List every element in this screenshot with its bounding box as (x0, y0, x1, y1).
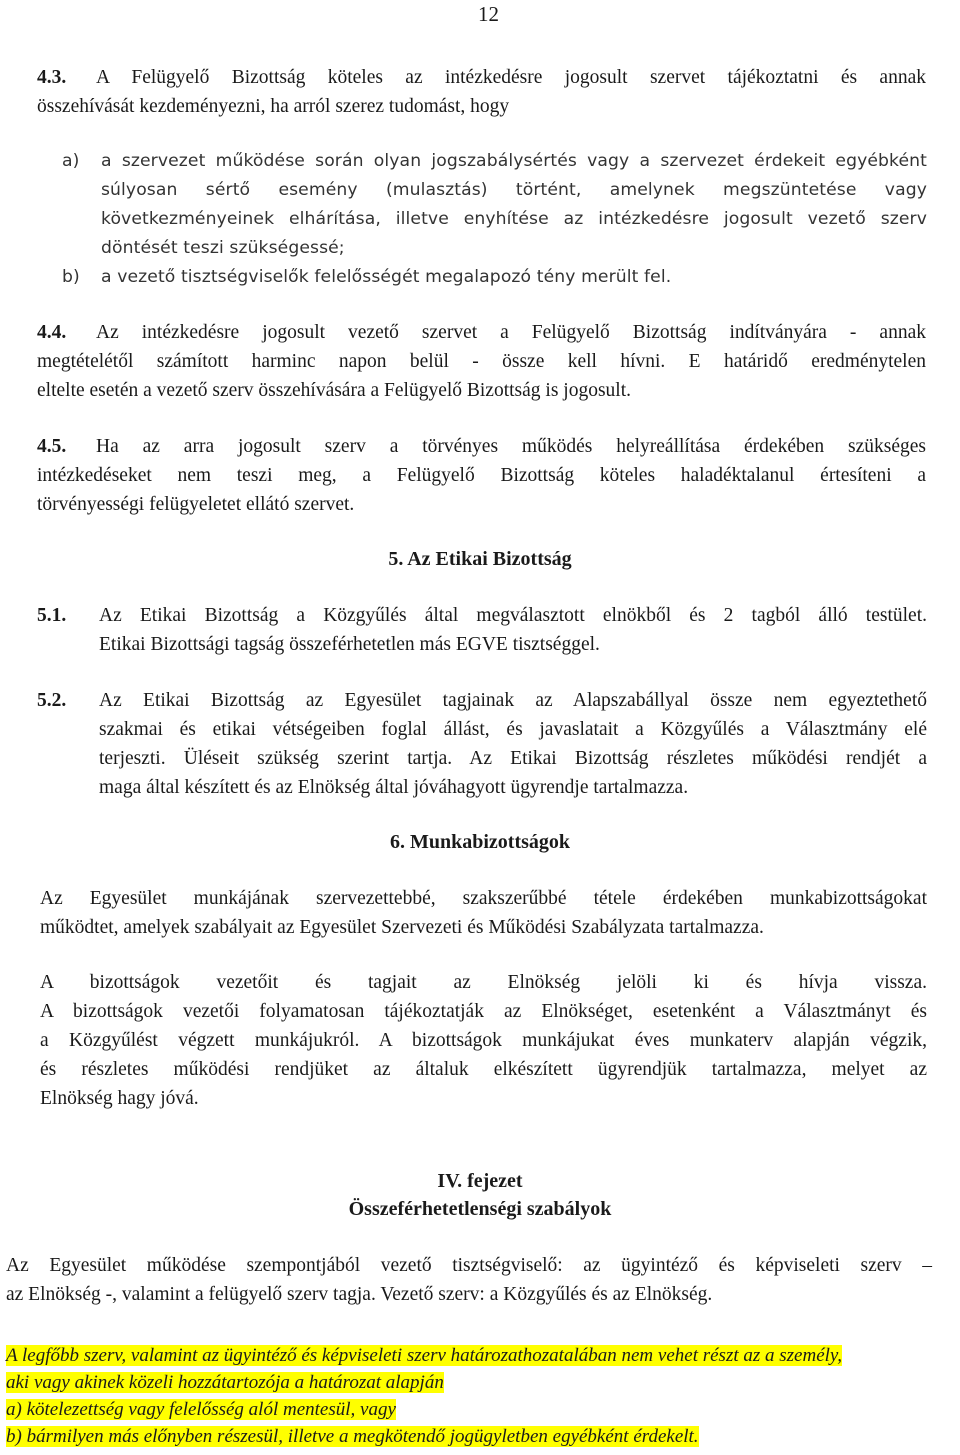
heading-section-6: 6. Munkabizottságok (389, 831, 571, 853)
section-4-4-line1: Az intézkedésre jogosult vezető szervet a Felügyelő Bizottság indítványára - annak (96, 322, 926, 343)
highlight-line-4: b) bármilyen más előnyben részesül, illetve a megkötendő jogügyletben egyébként érdekelt. (6, 1426, 699, 1447)
paragraph-6b: A bizottságok vezetőit és tagjait az Elnökség jelöli ki és hívja vissza. A bizottságok vezetői folyamatosan tájékoztatják az Elnökséget, esetenként a Választmányt és a Közgyűlést végzett munkájukról. A bizottságok munkájukat éves munkaterv alapján végzik, és részletes működési rendjüket az általuk elkészített ügyrendjük tartalmazza, melyet az Elnökség hagy jóvá. (40, 972, 927, 1109)
section-5-1-text: Az Etikai Bizottság a Közgyűlés által megválasztott elnökből és 2 tagból álló testület. Etikai Bizottsági tagság összeférhetetlen más EGVE tisztséggel. (99, 605, 927, 655)
highlight-line-2: aki vagy akinek közeli hozzátartozója a határozat alapján (6, 1372, 444, 1393)
section-4-4-number: 4.4. (37, 322, 67, 343)
section-4-3-line2: összehívását kezdeményezni, ha arról szerez tudomást, hogy (37, 96, 510, 117)
paragraph-iv: Az Egyesület működése szempontjából vezető tisztségviselő: az ügyintéző és képviseleti szerv – az Elnökség -, valamint a felügyelő szerv tagja. Vezető szerv: a Közgyűlés és az Elnökség. (6, 1255, 932, 1305)
chapter-title: IV. fejezet (437, 1170, 523, 1192)
section-5-2-number: 5.2. (37, 690, 67, 711)
section-5-2-text: Az Etikai Bizottság az Egyesület tagjainak az Alapszabállyal össze nem egyeztethető szakmai és etikai vétségeiben foglal állást, és javaslatait a Közgyűlés a Választmány elé terjeszti. Üléseit szükség szerint tartja. Az Etikai Bizottság részletes működési rendjét a maga által készített és az Elnökség által jóváhagyott ügyrendje tartalmazza. (99, 690, 927, 798)
heading-section-5: 5. Az Etikai Bizottság (388, 548, 572, 570)
highlighted-rule (6, 1342, 956, 1450)
item-b-label: b) (62, 267, 80, 287)
section-4-5-rest: intézkedéseket nem teszi meg, a Felügyelő Bizottság köteles haladéktalanul értesíteni a törvényességi felügyeletet ellátó szervet. (37, 465, 926, 515)
highlight-line-3: a) kötelezettség vagy felelősség alól mentesül, vagy (6, 1399, 396, 1420)
section-4-3-line1: A Felügyelő Bizottság köteles az intézkedésre jogosult szervet tájékoztatni és annak (96, 67, 926, 88)
highlight-line-1: A legfőbb szerv, valamint az ügyintéző és képviseleti szerv határozathozatalában nem vehet részt az a személy, (6, 1345, 843, 1366)
paragraph-6a: Az Egyesület munkájának szervezettebbé, szakszerűbbé tétele érdekében munkabizottságokat működtet, amelyek szabályait az Egyesület Szervezeti és Működési Szabályzata tartalmazza. (40, 888, 927, 938)
section-4-5-number: 4.5. (37, 436, 67, 457)
page-number: 12 (478, 2, 499, 26)
item-a-text: a szervezet működése során olyan jogszabálysértés vagy a szervezet érdekeit egyébként súlyosan sértő esemény (mulasztás) történt, amelynek megszüntetése vagy következményeinek elhárítása, illetve enyhítése az intézkedésre jogosult vezető szerv döntését teszi szükségessé; (101, 151, 927, 258)
section-4-3-number: 4.3. (37, 67, 67, 88)
item-a-label: a) (62, 151, 80, 171)
section-4-4-rest: megtételétől számított harminc napon belül - össze kell hívni. E határidő eredménytelen eltelte esetén a vezető szerv összehívására a Felügyelő Bizottság is jogosult. (37, 351, 926, 401)
chapter-subtitle: Összeférhetetlenségi szabályok (348, 1198, 612, 1220)
section-4-5-line1: Ha az arra jogosult szerv a törvényes működés helyreállítása érdekében szükséges (96, 436, 926, 457)
item-b-text: a vezető tisztségviselők felelősségét megalapozó tény merült fel. (101, 267, 672, 287)
section-5-1-number: 5.1. (37, 605, 67, 626)
